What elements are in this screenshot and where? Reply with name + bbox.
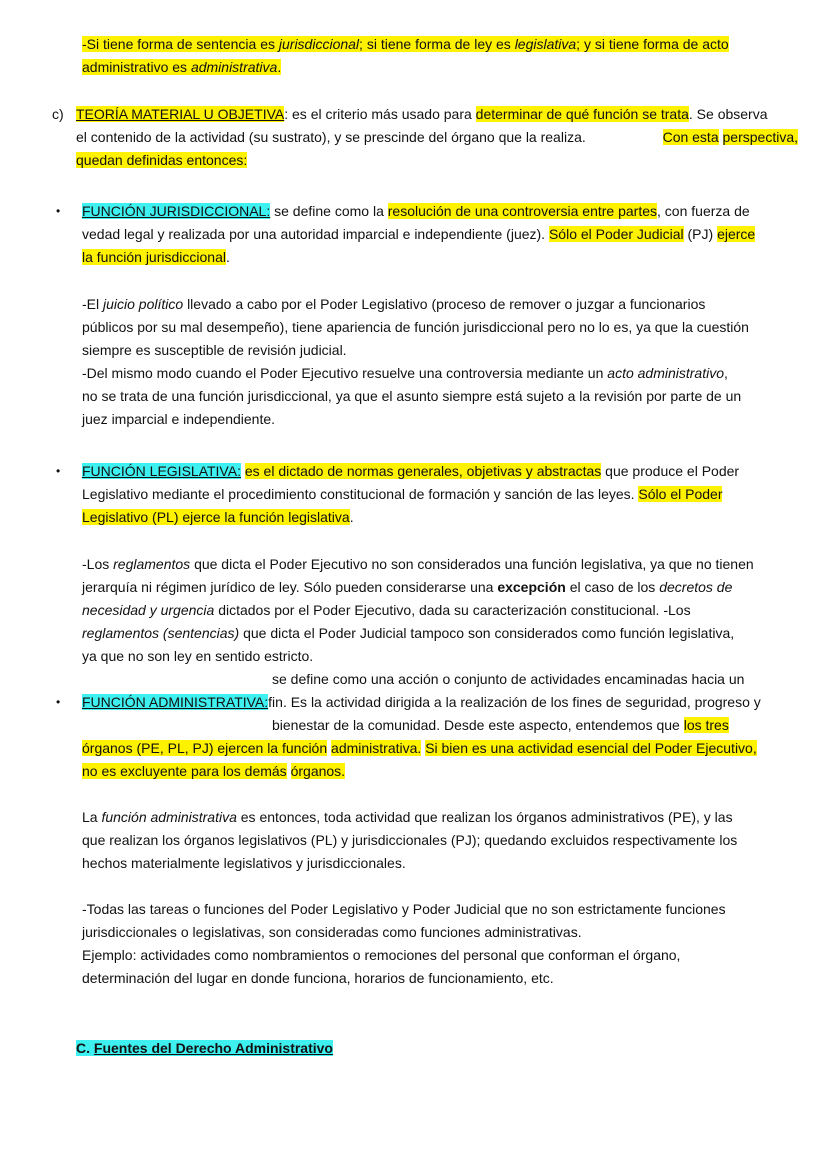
text: juicio político xyxy=(103,296,184,312)
text: -Del mismo modo cuando el Poder Ejecutivo resuelve una controversia mediante un xyxy=(82,365,604,381)
text: necesidad y urgencia xyxy=(82,602,215,618)
text: órganos (PE, PL, PJ) ejercen la función xyxy=(82,740,328,756)
admin-line-2 xyxy=(272,716,729,735)
admin-p1-line-1 xyxy=(82,808,733,827)
text: administrativo es xyxy=(82,59,188,75)
text: función administrativa xyxy=(101,809,237,825)
admin-p1-line-3: hechos materialmente legislativos y jurisdiccionales. xyxy=(82,855,406,871)
text: acto administrativo xyxy=(607,365,724,381)
teoria-title: TEORÍA MATERIAL U OBJETIVA xyxy=(76,106,285,122)
text: -Los xyxy=(82,556,110,572)
admin-line-0: se define como una acción o conjunto de actividades encaminadas hacia un xyxy=(272,671,745,687)
admin-p2-line-4: determinación del lugar en donde funciona, horarios de funcionamiento, etc. xyxy=(82,970,554,986)
teoria-line-1 xyxy=(76,105,768,124)
text: La xyxy=(82,809,98,825)
text: perspectiva, xyxy=(722,129,798,145)
teoria-line-2 xyxy=(76,128,798,147)
text: resolución de una controversia entre partes xyxy=(387,203,658,219)
text: reglamentos xyxy=(113,556,191,572)
text: los tres xyxy=(683,717,729,733)
text: determinar de qué función se trata xyxy=(475,106,689,122)
text: vedad legal y realizada por una autoridad imparcial e independiente (juez). xyxy=(82,226,546,242)
text: : es el criterio más usado para xyxy=(284,106,472,122)
text: administrativa xyxy=(190,59,278,75)
juris-p1-line-2: públicos por su mal desempeño), tiene apariencia de función jurisdiccional pero no lo es, ya que la cuestión xyxy=(82,319,749,335)
text: C. xyxy=(76,1040,90,1056)
admin-line-1 xyxy=(82,693,761,712)
text: el caso de los xyxy=(569,579,656,595)
admin-line-3 xyxy=(82,739,757,758)
text: (PJ) xyxy=(687,226,714,242)
text: , xyxy=(724,365,728,381)
text: . Se observa xyxy=(688,106,768,122)
text: excepción xyxy=(497,579,566,595)
text: jerarquía ni régimen jurídico de ley. Sólo pueden considerarse una xyxy=(82,579,494,595)
admin-p2-line-2: jurisdiccionales o legislativas, son consideradas como funciones administrativas. xyxy=(82,924,582,940)
juris-line-2 xyxy=(82,225,755,244)
text: Si bien es una actividad esencial del Poder Ejecutivo, xyxy=(425,740,757,756)
juris-p1-line-1 xyxy=(82,295,705,314)
admin-p2-line-3: Ejemplo: actividades como nombramientos o remociones del personal que conforman el órgano, xyxy=(82,947,681,963)
text: quedan definidas entonces: xyxy=(76,152,248,168)
juris-p2-line-2: no se trata de una función jurisdiccional, ya que el asunto siempre está sujeto a la revisión por parte de un xyxy=(82,388,742,404)
text: jurisdiccional xyxy=(278,36,360,52)
intro-line-2 xyxy=(82,58,281,77)
text: -El xyxy=(82,296,100,312)
legis-p-line-2 xyxy=(82,578,732,597)
legis-line-2 xyxy=(82,485,722,504)
text: Con esta xyxy=(662,129,719,145)
text: bienestar de la comunidad. Desde este aspecto, entendemos que xyxy=(272,717,680,733)
list-marker-c: c) xyxy=(52,106,64,122)
legis-line-1 xyxy=(82,462,739,481)
bullet-icon: • xyxy=(56,695,61,709)
text: que produce el Poder xyxy=(605,463,740,479)
text: Fuentes del Derecho Administrativo xyxy=(93,1040,333,1056)
text: reglamentos (sentencias) xyxy=(82,625,240,641)
text: se define como la xyxy=(274,203,384,219)
admin-p1-line-2: que realizan los órganos legislativos (PL) y jurisdiccionales (PJ); quedando excluidos respectivamente los xyxy=(82,832,738,848)
admin-p2-line-1: -Todas las tareas o funciones del Poder Legislativo y Poder Judicial que no son estrictamente funciones xyxy=(82,901,726,917)
text: el contenido de la actividad (su sustrato), y se prescinde del órgano que la realiza. xyxy=(76,129,586,145)
legis-title: FUNCIÓN LEGISLATIVA: xyxy=(82,463,241,479)
juris-line-1 xyxy=(82,202,750,221)
juris-p2-line-3: juez imparcial e independiente. xyxy=(82,411,276,427)
text: la función jurisdiccional xyxy=(82,249,226,265)
text: decretos de xyxy=(659,579,733,595)
text: administrativa. xyxy=(331,740,422,756)
bullet-icon: • xyxy=(56,204,61,218)
legis-p-line-3 xyxy=(82,601,691,620)
bullet-icon: • xyxy=(56,464,61,478)
juris-p1-line-3: siempre es susceptible de revisión judicial. xyxy=(82,342,347,358)
text: Sólo el Poder Judicial xyxy=(548,226,684,242)
text: ; y si tiene forma de acto xyxy=(576,36,729,52)
text: es entonces, toda actividad que realizan los órganos administrativos (PE), y las xyxy=(240,809,733,825)
section-heading xyxy=(76,1039,333,1058)
admin-title: FUNCIÓN ADMINISTRATIVA: xyxy=(82,694,269,710)
text: . xyxy=(349,509,354,525)
legis-p-line-5: ya que no son ley en sentido estricto. xyxy=(82,648,314,664)
text: . xyxy=(277,59,282,75)
text: llevado a cabo por el Poder Legislativo (proceso de remover o juzgar a funcionarios xyxy=(187,296,706,312)
text: legislativa xyxy=(514,36,577,52)
text: ejerce xyxy=(717,226,756,242)
text: es el dictado de normas generales, objetivas y abstractas xyxy=(244,463,602,479)
text: . xyxy=(225,249,230,265)
text: Sólo el Poder xyxy=(638,486,723,502)
text: que dicta el Poder Judicial tampoco son considerados como función legislativa, xyxy=(243,625,735,641)
text: , con fuerza de xyxy=(657,203,750,219)
text: no es excluyente para los demás xyxy=(82,763,287,779)
text: Legislativo mediante el procedimiento constitucional de formación y sanción de las leyes. xyxy=(82,486,635,502)
juris-title: FUNCIÓN JURISDICCIONAL: xyxy=(82,203,271,219)
text: Legislativo (PL) ejerce la función legislativa xyxy=(82,509,350,525)
text: fin. Es la actividad dirigida a la realización de los fines de seguridad, progreso y xyxy=(268,694,761,710)
juris-line-3 xyxy=(82,248,230,267)
legis-line-3 xyxy=(82,508,354,527)
admin-line-4 xyxy=(82,762,345,781)
text: órganos. xyxy=(290,763,346,779)
legis-p-line-4 xyxy=(82,624,734,643)
juris-p2-line-1 xyxy=(82,364,728,383)
teoria-line-3 xyxy=(76,151,247,170)
text: dictados por el Poder Ejecutivo, dada su caracterización constitucional. -Los xyxy=(218,602,691,618)
legis-p-line-1 xyxy=(82,555,754,574)
intro-line-1 xyxy=(82,35,729,54)
text: -Si tiene forma de sentencia es xyxy=(82,36,275,52)
text: que dicta el Poder Ejecutivo no son considerados una función legislativa, ya que no tienen xyxy=(194,556,754,572)
text: ; si tiene forma de ley es xyxy=(359,36,511,52)
